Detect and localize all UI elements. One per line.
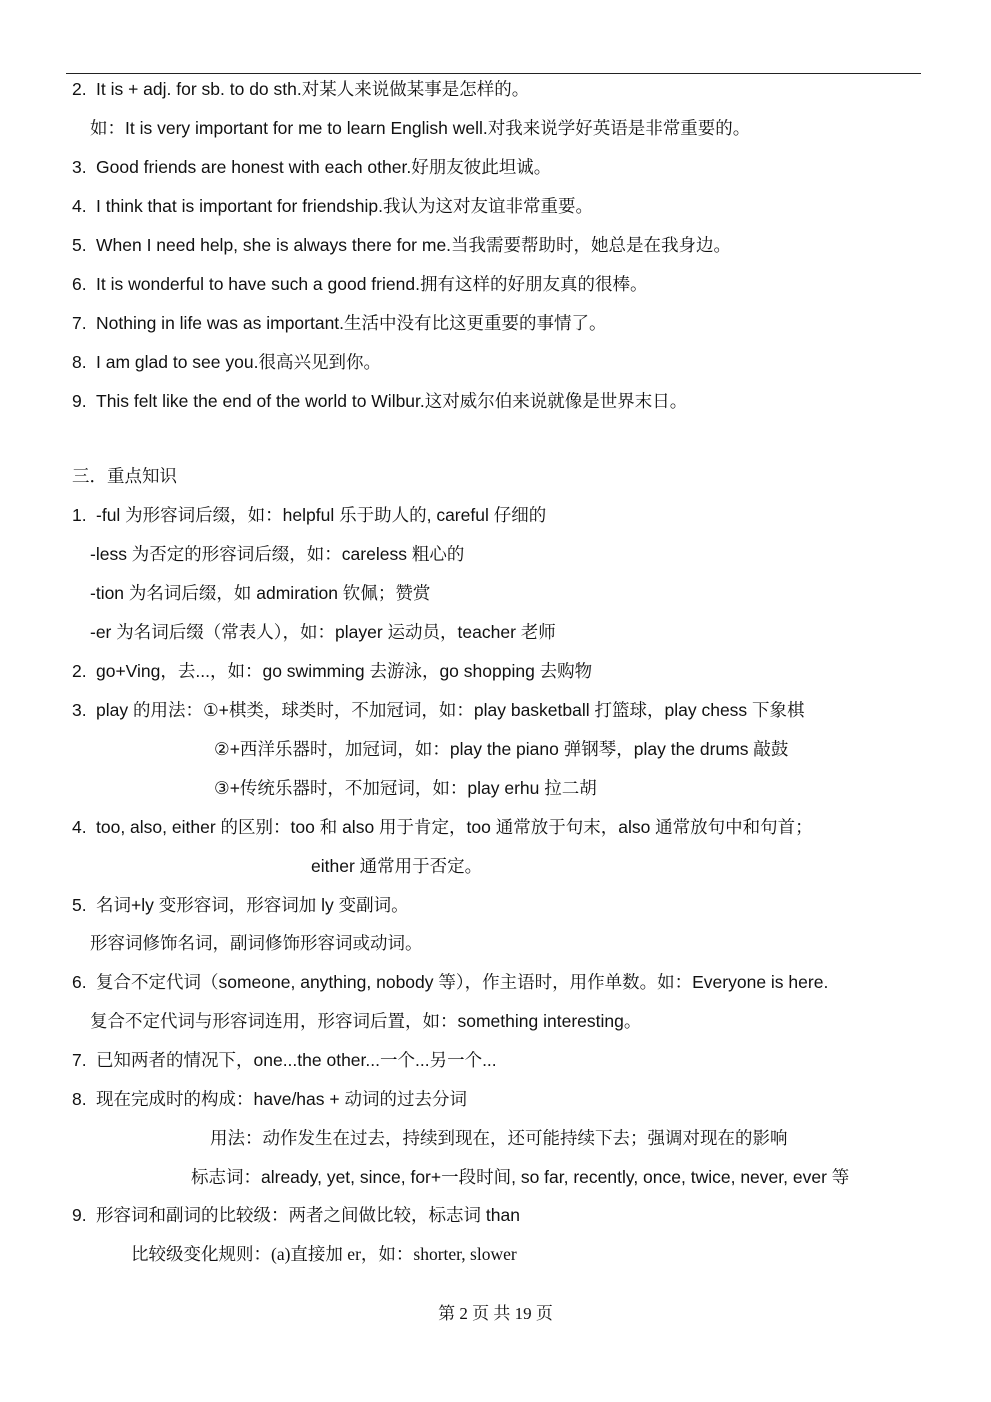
text-line: I am glad to see you.很高兴见到你。 — [96, 352, 381, 372]
text-line: Good friends are honest with each other.好朋友彼此坦诚。 — [96, 157, 552, 177]
text-line: This felt like the end of the world to Wilbur.这对威尔伯来说就像是世界末日。 — [96, 391, 688, 411]
text-line: I think that is important for friendship.我认为这对友谊非常重要。 — [96, 196, 593, 216]
list-number: 1. — [72, 505, 87, 525]
list-number: 3. — [72, 700, 87, 720]
text-line: 形容词修饰名词，副词修饰形容词或动词。 — [90, 933, 423, 953]
list-number: 7. — [72, 1050, 87, 1070]
text-line: 标志词：already, yet, since, for+一段时间, so far, recently, once, twice, never, ever 等 — [191, 1167, 850, 1187]
list-number: 4. — [72, 817, 87, 837]
text-line: 现在完成时的构成：have/has + 动词的过去分词 — [96, 1089, 467, 1109]
text-line: 复合不定代词与形容词连用，形容词后置，如：something interesting。 — [90, 1011, 642, 1031]
text-line: 形容词和副词的比较级：两者之间做比较，标志词 than — [96, 1205, 520, 1225]
text-line: either 通常用于否定。 — [311, 856, 483, 876]
section-heading: 三．重点知识 — [72, 466, 177, 486]
text-line: too, also, either 的区别：too 和 also 用于肯定，too 通常放于句末，also 通常放句中和句首； — [96, 817, 813, 837]
list-number: 2. — [72, 661, 87, 681]
text-line: 比较级变化规则：(a)直接加 er，如：shorter, slower — [131, 1244, 517, 1264]
list-number: 5. — [72, 895, 87, 915]
header-rule — [66, 73, 921, 74]
text-line: -less 为否定的形容词后缀，如：careless 粗心的 — [90, 544, 465, 564]
text-line: ③+传统乐器时，不加冠词，如：play erhu 拉二胡 — [214, 778, 597, 798]
text-line: 如：It is very important for me to learn English well.对我来说学好英语是非常重要的。 — [90, 118, 751, 138]
text-line: play 的用法：①+棋类，球类时，不加冠词，如：play basketball 打篮球，play chess 下象棋 — [96, 700, 805, 720]
text-line: -er 为名词后缀（常表人），如：player 运动员，teacher 老师 — [90, 622, 556, 642]
text-line: -ful 为形容词后缀，如：helpful 乐于助人的, careful 仔细的 — [96, 505, 547, 525]
text-line: 复合不定代词（someone, anything, nobody 等），作主语时，用作单数。如：Everyone is here. — [96, 972, 829, 992]
list-number: 8. — [72, 1089, 87, 1109]
text-line: Nothing in life was as important.生活中没有比这更重要的事情了。 — [96, 313, 607, 333]
text-line: It is + adj. for sb. to do sth.对某人来说做某事是怎样的。 — [96, 79, 530, 99]
list-number: 6. — [72, 274, 87, 294]
list-number: 9. — [72, 391, 87, 411]
list-number: 5. — [72, 235, 87, 255]
text-line: 名词+ly 变形容词，形容词加 ly 变副词。 — [96, 895, 409, 915]
list-number: 7. — [72, 313, 87, 333]
list-number: 4. — [72, 196, 87, 216]
text-line: It is wonderful to have such a good friend.拥有这样的好朋友真的很棒。 — [96, 274, 648, 294]
list-number: 8. — [72, 352, 87, 372]
text-line: 用法：动作发生在过去，持续到现在，还可能持续下去；强调对现在的影响 — [210, 1128, 788, 1148]
list-number: 3. — [72, 157, 87, 177]
list-number: 6. — [72, 972, 87, 992]
list-number: 9. — [72, 1205, 87, 1225]
page-footer: 第 2 页 共 19 页 — [438, 1304, 553, 1323]
text-line: When I need help, she is always there for me.当我需要帮助时，她总是在我身边。 — [96, 235, 732, 255]
text-line: 已知两者的情况下，one...the other...一个...另一个... — [96, 1050, 497, 1070]
list-number: 2. — [72, 79, 87, 99]
text-line: go+Ving，去...，如：go swimming 去游泳，go shopping 去购物 — [96, 661, 593, 681]
text-line: -tion 为名词后缀，如 admiration 钦佩；赞赏 — [90, 583, 431, 603]
text-line: ②+西洋乐器时，加冠词，如：play the piano 弹钢琴，play the drums 敲鼓 — [214, 739, 789, 759]
